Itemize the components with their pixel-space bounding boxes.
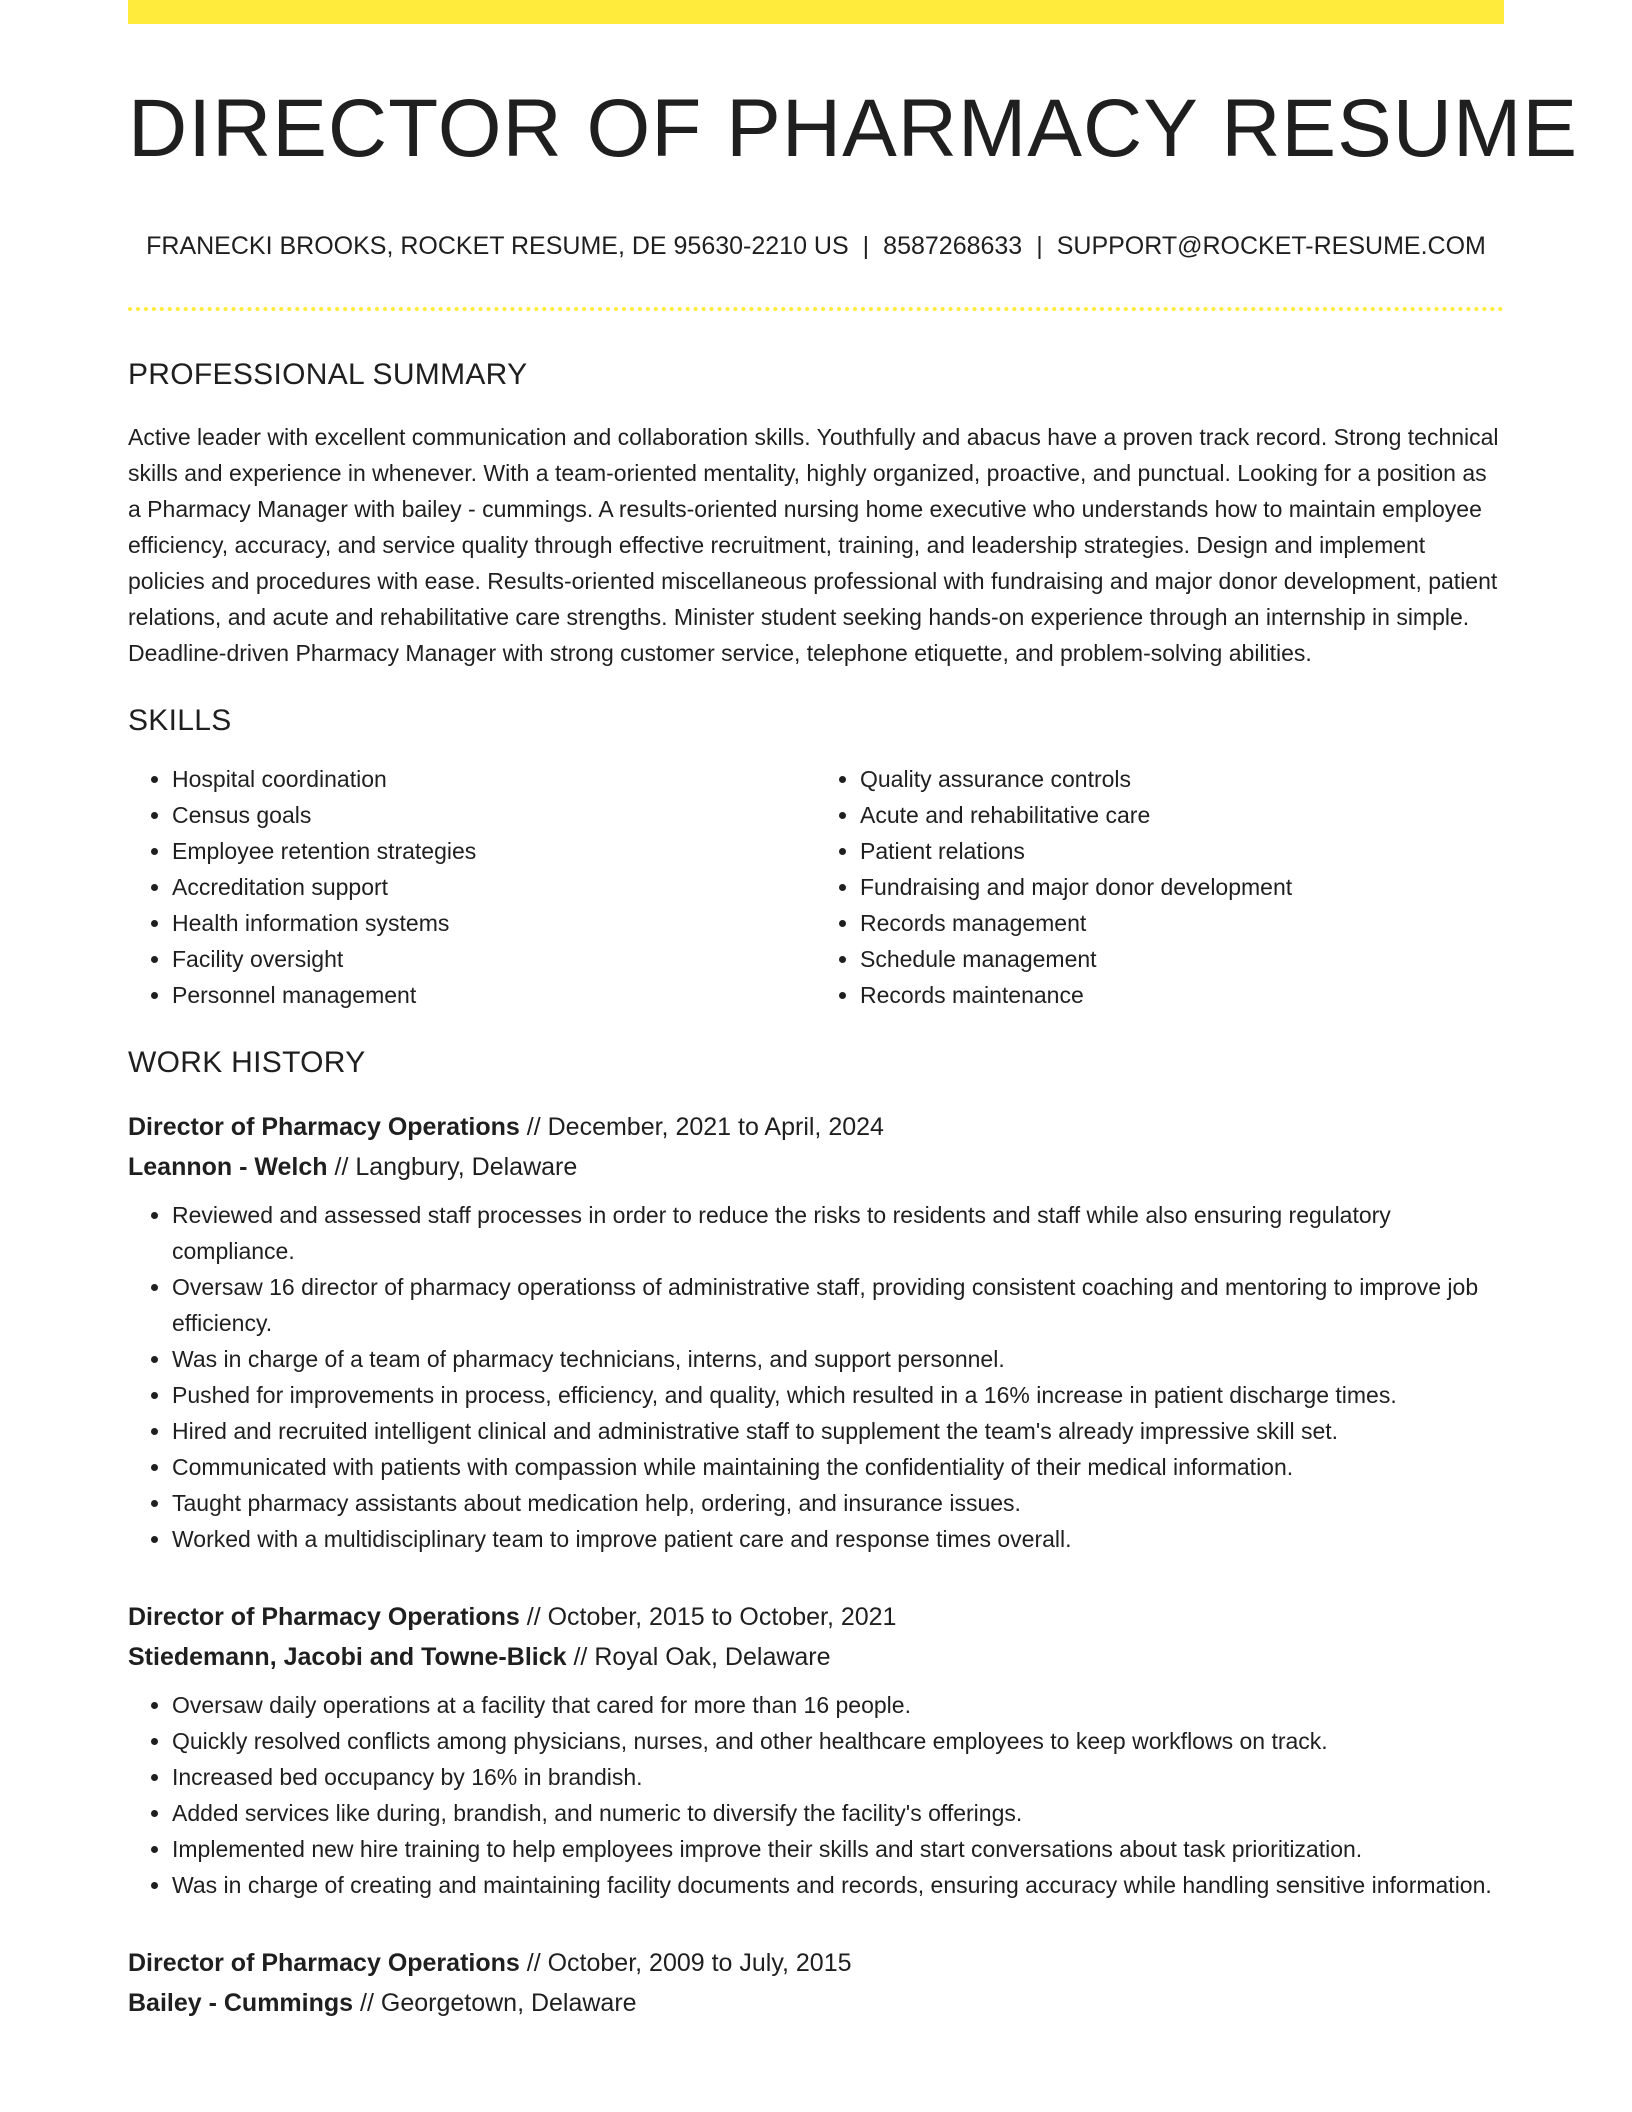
skills-right-column: [816, 761, 1504, 1013]
skill-item: • Acute and rehabilitative care: [860, 797, 1504, 833]
job-bullets: [128, 1197, 1504, 1557]
accent-top-bar: [128, 0, 1504, 24]
job-separator: //: [334, 1152, 349, 1181]
job-bullet: • Taught pharmacy assistants about medication help, ordering, and insurance issues.: [172, 1485, 1504, 1521]
job-entry: [128, 1943, 1504, 2023]
job-title-line: [128, 1597, 1504, 1637]
contact-address: FRANECKI BROOKS, ROCKET RESUME, DE 95630-2210 US: [146, 232, 849, 261]
job-company: Stiedemann, Jacobi and Towne-Blick: [128, 1642, 567, 1671]
job-location: Royal Oak, Delaware: [594, 1642, 831, 1671]
job-bullet: • Implemented new hire training to help employees improve their skills and start conversations about task prioritization.: [172, 1831, 1504, 1867]
skill-item: • Schedule management: [860, 941, 1504, 977]
job-separator: //: [526, 1112, 541, 1141]
job-title-line: [128, 1943, 1504, 1983]
job-title: Director of Pharmacy Operations: [128, 1602, 520, 1631]
job-bullet: • Worked with a multidisciplinary team to improve patient care and response times overall.: [172, 1521, 1504, 1557]
skill-item: • Personnel management: [172, 977, 816, 1013]
dotted-divider: [128, 307, 1504, 311]
job-separator: //: [526, 1948, 541, 1977]
summary-heading: PROFESSIONAL SUMMARY: [128, 357, 528, 391]
work-history-heading: WORK HISTORY: [128, 1045, 366, 1079]
job-company-line: [128, 1983, 1504, 2023]
job-bullet: • Hired and recruited intelligent clinical and administrative staff to supplement the team's already impressive skill set.: [172, 1413, 1504, 1449]
job-bullet: • Was in charge of creating and maintaining facility documents and records, ensuring accuracy while handling sensitive information.: [172, 1867, 1504, 1903]
skill-item: • Records maintenance: [860, 977, 1504, 1013]
job-dates: December, 2021 to April, 2024: [547, 1112, 884, 1141]
summary-text: Active leader with excellent communication and collaboration skills. Youthfully and abacus have a proven track record. Strong technical skills and experience in whenever. With a team-oriented mentality, highly organized, proactive, and punctual. Looking for a position as a Pharmacy Manager with bailey - cummings. A results-oriented nursing home executive who understands how to maintain employee efficiency, accuracy, and service quality through effective recruitment, training, and leadership strategies. Design and implement policies and procedures with ease. Results-oriented miscellaneous professional with fundraising and major donor development, patient relations, and acute and rehabilitative care strengths. Minister student seeking hands-on experience through an internship in simple. Deadline-driven Pharmacy Manager with strong customer service, telephone etiquette, and problem-solving abilities.: [128, 423, 1499, 666]
skill-item: • Patient relations: [860, 833, 1504, 869]
skill-item: • Fundraising and major donor development: [860, 869, 1504, 905]
job-bullet: • Communicated with patients with compassion while maintaining the confidentiality of their medical information.: [172, 1449, 1504, 1485]
job-company: Leannon - Welch: [128, 1152, 328, 1181]
job-location: Langbury, Delaware: [355, 1152, 578, 1181]
job-bullet: • Was in charge of a team of pharmacy technicians, interns, and support personnel.: [172, 1341, 1504, 1377]
contact-phone: 8587268633: [883, 232, 1023, 261]
resume-title: DIRECTOR OF PHARMACY RESUME: [128, 83, 1579, 174]
job-title: Director of Pharmacy Operations: [128, 1948, 520, 1977]
job-entry: [128, 1107, 1504, 1557]
job-bullet: • Oversaw daily operations at a facility that cared for more than 16 people.: [172, 1687, 1504, 1723]
job-bullet: • Pushed for improvements in process, efficiency, and quality, which resulted in a 16% increase in patient discharge times.: [172, 1377, 1504, 1413]
job-company-line: [128, 1637, 1504, 1677]
job-bullet: • Reviewed and assessed staff processes in order to reduce the risks to residents and staff while also ensuring regulatory compliance.: [172, 1197, 1504, 1269]
skill-item: • Quality assurance controls: [860, 761, 1504, 797]
contact-separator: |: [862, 232, 870, 261]
contact-line: [128, 230, 1504, 263]
job-bullet: • Quickly resolved conflicts among physicians, nurses, and other healthcare employees to keep workflows on track.: [172, 1723, 1504, 1759]
skills-heading: SKILLS: [128, 703, 232, 737]
job-dates: October, 2009 to July, 2015: [547, 1948, 852, 1977]
resume-page: [128, 0, 1579, 2023]
contact-email: SUPPORT@ROCKET-RESUME.COM: [1056, 232, 1486, 261]
job-separator: //: [526, 1602, 541, 1631]
skill-item: • Records management: [860, 905, 1504, 941]
job-separator: //: [360, 1988, 374, 2017]
job-bullets: [128, 1687, 1504, 1903]
skills-left-column: [128, 761, 816, 1013]
skill-item: • Facility oversight: [172, 941, 816, 977]
job-entry: [128, 1597, 1504, 1903]
skill-item: • Employee retention strategies: [172, 833, 816, 869]
skill-item: • Accreditation support: [172, 869, 816, 905]
job-title-line: [128, 1107, 1504, 1147]
job-bullet: • Increased bed occupancy by 16% in brandish.: [172, 1759, 1504, 1795]
skill-item: • Hospital coordination: [172, 761, 816, 797]
job-dates: October, 2015 to October, 2021: [547, 1602, 897, 1631]
job-bullet: • Added services like during, brandish, and numeric to diversify the facility's offerings.: [172, 1795, 1504, 1831]
job-location: Georgetown, Delaware: [380, 1988, 637, 2017]
job-company: Bailey - Cummings: [128, 1988, 354, 2017]
job-company-line: [128, 1147, 1504, 1187]
job-title: Director of Pharmacy Operations: [128, 1112, 520, 1141]
contact-separator: |: [1036, 232, 1043, 261]
skills-grid: [128, 761, 1504, 1013]
job-bullet: • Oversaw 16 director of pharmacy operationss of administrative staff, providing consistent coaching and mentoring to improve job efficiency.: [172, 1269, 1504, 1341]
skill-item: • Health information systems: [172, 905, 816, 941]
job-separator: //: [573, 1642, 588, 1671]
skill-item: • Census goals: [172, 797, 816, 833]
